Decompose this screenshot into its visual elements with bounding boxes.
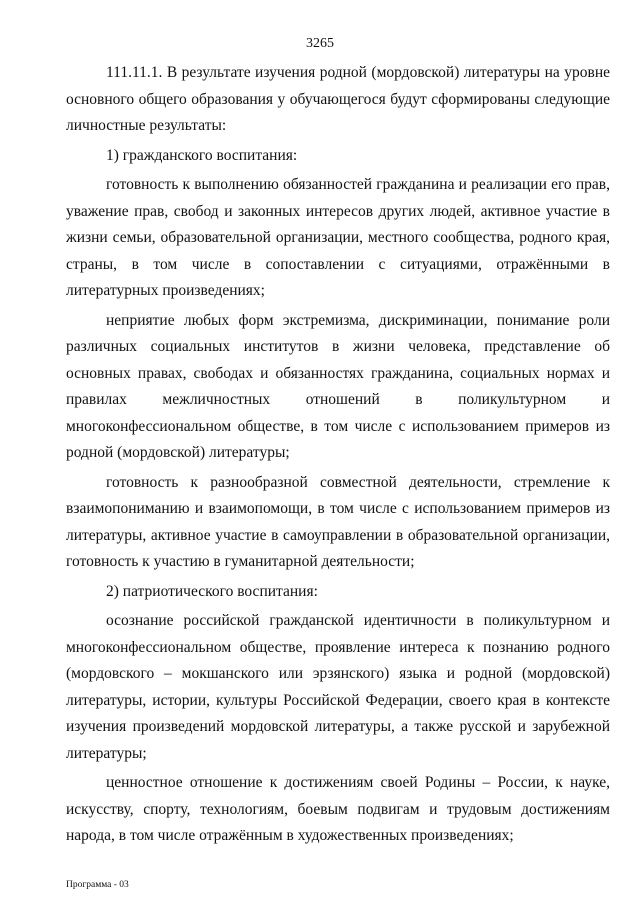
patriotic-paragraph-2: ценностное отношение к достижениям своей Родины – России, к науке, искусству, спорту, технологиям, боевым подвигам и трудовым достижениям народа, в том числе отражённым в художественных произведениях;	[66, 774, 610, 844]
footer-label: Программа - 03	[66, 880, 129, 890]
intro-paragraph: 111.11.1. В результате изучения родной (мордовской) литературы на уровне основного общего образования у обучающегося будут сформированы следующие личностные результаты:	[66, 64, 610, 134]
document-body	[66, 60, 610, 850]
section-heading-patriotic: 2) патриотического воспитания:	[106, 582, 318, 600]
page-number: 3265	[306, 36, 334, 51]
civic-paragraph-2: неприятие любых форм экстремизма, дискриминации, понимание роли различных социальных институтов в жизни человека, представление об основных правах, свободах и обязанностях гражданина, социальных нормах и правилах межличностных отношений в поликультурном и многоконфессиональном обществе, в том числе с использованием примеров из родной (мордовской) литературы;	[66, 311, 610, 461]
civic-paragraph-1: готовность к выполнению обязанностей гражданина и реализации его прав, уважение прав, свобод и законных интересов других людей, активное участие в жизни семьи, образовательной организации, местного сообщества, родного края, страны, в том числе в сопоставлении с ситуациями, отражёнными в литературных произведениях;	[66, 176, 610, 299]
section-heading-civic: 1) гражданского воспитания:	[106, 146, 298, 164]
patriotic-paragraph-1: осознание российской гражданской идентичности в поликультурном и многоконфессиональном обществе, проявление интереса к познанию родного (мордовского – мокшанского или эрзянского) языка и родной (мордовской) литературы, истории, культуры Российской Федерации, своего края в контексте изучения произведений мордовской литературы, а также русской и зарубежной литературы;	[66, 612, 610, 762]
civic-paragraph-3: готовность к разнообразной совместной деятельности, стремление к взаимопониманию и взаимопомощи, в том числе с использованием примеров из литературы, активное участие в самоуправлении в образовательной организации, готовность к участию в гуманитарной деятельности;	[66, 473, 610, 570]
